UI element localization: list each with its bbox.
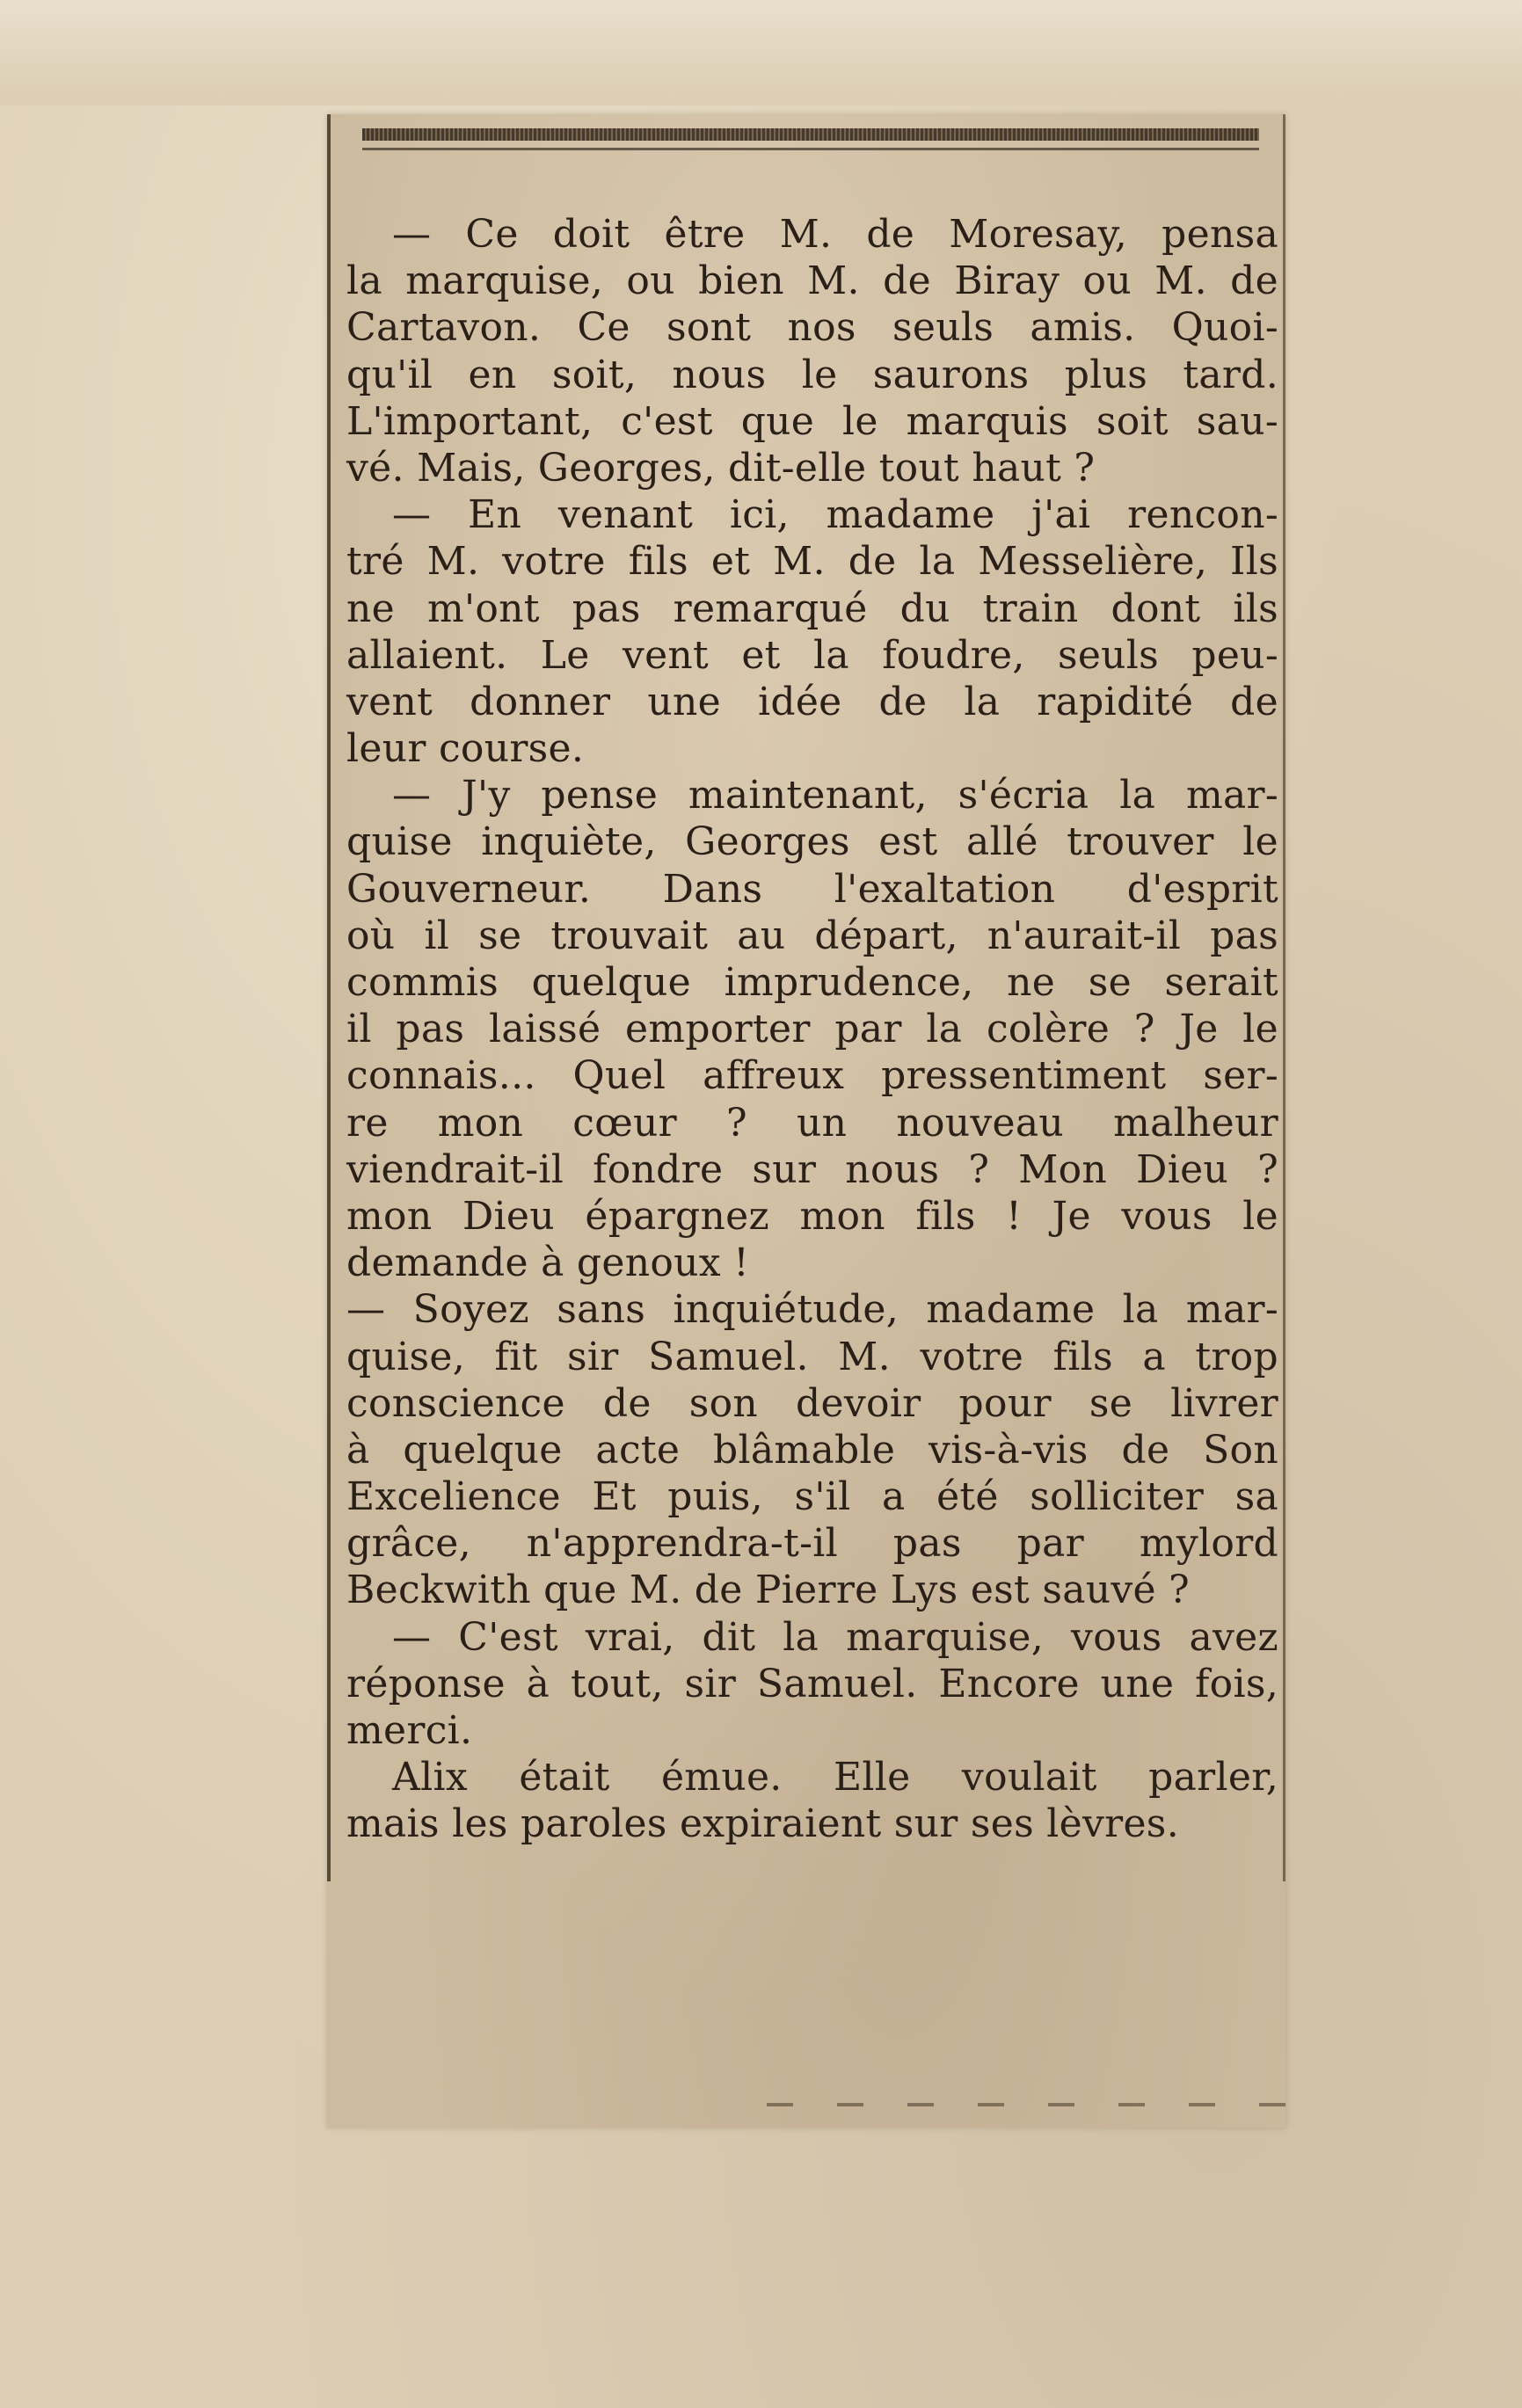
article-line: viendrait-il fondre sur nous ? Mon Dieu ? [346, 1146, 1278, 1192]
article-line: connais... Quel affreux pressentiment ser- [346, 1053, 1278, 1099]
article-line: où il se trouvait au départ, n'aurait-il pas [346, 913, 1278, 958]
article-line: — Soyez sans inquiétude, madame la mar- [346, 1287, 1278, 1333]
article-line: vé. Mais, Georges, dit-elle tout haut ? [346, 445, 1096, 491]
column-left-border [327, 114, 331, 1881]
article-line: Excelience Et puis, s'il a été solliciter sa [346, 1474, 1278, 1520]
article-line: Alix était émue. Elle voulait parler, [392, 1755, 1278, 1801]
article-line: vent donner une idée de la rapidité de [346, 679, 1278, 724]
article-line: demande à genoux ! [346, 1240, 750, 1286]
article-line: quise inquiète, Georges est allé trouver le [346, 819, 1278, 865]
article-line: mais les paroles expiraient sur ses lèvres. [346, 1801, 1179, 1847]
article-line: allaient. Le vent et la foudre, seuls peu- [346, 632, 1278, 678]
article-line: L'important, c'est que le marquis soit sau- [346, 398, 1278, 444]
article-line: — C'est vrai, dit la marquise, vous avez [392, 1614, 1278, 1660]
article-line: à quelque acte blâmable vis-à-vis de Son [346, 1427, 1278, 1473]
decorative-top-rule [362, 128, 1259, 141]
article-line: — En venant ici, madame j'ai rencon- [392, 492, 1278, 538]
newspaper-clipping [327, 114, 1285, 2128]
article-line: Beckwith que M. de Pierre Lys est sauvé ? [346, 1568, 1191, 1613]
board-background [0, 0, 1522, 105]
article-line: mon Dieu épargnez mon fils ! Je vous le [346, 1193, 1278, 1239]
article-line: réponse à tout, sir Samuel. Encore une fois, [346, 1661, 1278, 1706]
article-line: conscience de son devoir pour se livrer [346, 1380, 1278, 1426]
article-line: grâce, n'apprendra-t-il pas par mylord [346, 1521, 1278, 1567]
article-line: — J'y pense maintenant, s'écria la mar- [392, 773, 1278, 818]
article-line: re mon cœur ? un nouveau malheur [346, 1100, 1278, 1146]
article-line: la marquise, ou bien M. de Biray ou M. de [346, 258, 1278, 304]
article-line: tré M. votre fils et M. de la Messelière, Ils [346, 539, 1278, 585]
article-line: Cartavon. Ce sont nos seuls amis. Quoi- [346, 305, 1278, 351]
article-text [346, 211, 1278, 1848]
article-line: qu'il en soit, nous le saurons plus tard. [346, 352, 1278, 397]
column-right-border [1283, 114, 1285, 1881]
article-line: — Ce doit être M. de Moresay, pensa [392, 212, 1278, 257]
decorative-footer-marks [767, 2103, 1329, 2106]
article-line: il pas laissé emporter par la colère ? Je le [346, 1007, 1278, 1052]
article-line: quise, fit sir Samuel. M. votre fils a trop [346, 1334, 1278, 1379]
article-line: ne m'ont pas remarqué du train dont ils [346, 586, 1278, 631]
article-line: merci. [346, 1708, 473, 1753]
article-line: leur course. [346, 726, 585, 772]
decorative-thin-rule [362, 148, 1259, 150]
article-line: Gouverneur. Dans l'exaltation d'esprit [346, 866, 1278, 912]
article-line: commis quelque imprudence, ne se serait [346, 960, 1278, 1005]
